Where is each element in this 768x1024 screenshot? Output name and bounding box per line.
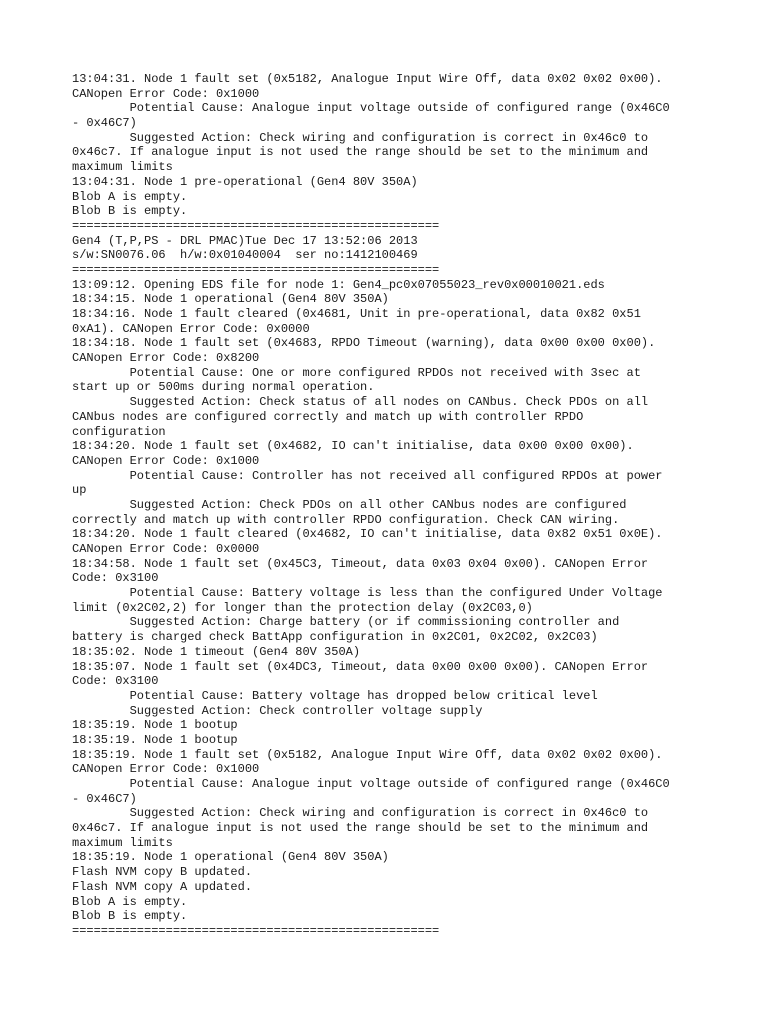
- log-line: Gen4 (T,P,PS - DRL PMAC)Tue Dec 17 13:52:06 2013: [72, 233, 418, 248]
- log-line: Suggested Action: Check controller voltage supply: [72, 703, 483, 718]
- log-line: 18:34:20. Node 1 fault cleared (0x4682, IO can't initialise, data 0x82 0x51 0x0E).: [72, 527, 663, 542]
- log-line: 0x46c7. If analogue input is not used the range should be set to the minimum and: [72, 821, 649, 836]
- log-line: ===================================================: [72, 923, 440, 938]
- log-line: 13:09:12. Opening EDS file for node 1: Gen4_pc0x07055023_rev0x00010021.eds: [72, 277, 605, 292]
- log-line: Potential Cause: One or more configured RPDOs not received with 3sec at: [72, 365, 641, 380]
- log-line: CANopen Error Code: 0x0000: [72, 542, 260, 556]
- log-line: 18:35:07. Node 1 fault set (0x4DC3, Timeout, data 0x00 0x00 0x00). CANopen Error: [72, 659, 649, 674]
- log-line: 18:35:02. Node 1 timeout (Gen4 80V 350A): [72, 644, 361, 659]
- log-line: 18:35:19. Node 1 fault set (0x5182, Analogue Input Wire Off, data 0x02 0x02 0x00).: [72, 747, 663, 762]
- log-line: Blob A is empty.: [72, 894, 188, 909]
- log-line: maximum limits: [72, 160, 173, 175]
- log-line: Suggested Action: Check PDOs on all other CANbus nodes are configured: [72, 497, 627, 512]
- log-line: 13:04:31. Node 1 fault set (0x5182, Analogue Input Wire Off, data 0x02 0x02 0x00).: [72, 72, 663, 86]
- log-line: CANopen Error Code: 0x1000: [72, 86, 260, 101]
- log-line: CANbus nodes are configured correctly and match up with controller RPDO: [72, 409, 584, 424]
- log-line: start up or 500ms during normal operation.: [72, 380, 375, 395]
- log-line: 18:34:20. Node 1 fault set (0x4682, IO can't initialise, data 0x00 0x00 0x00).: [72, 439, 634, 454]
- log-line: Suggested Action: Check wiring and configuration is correct in 0x46c0 to: [72, 806, 649, 821]
- log-line: limit (0x2C02,2) for longer than the protection delay (0x2C03,0): [72, 600, 533, 615]
- log-line: 18:34:18. Node 1 fault set (0x4683, RPDO Timeout (warning), data 0x00 0x00 0x00).: [72, 336, 656, 351]
- log-line: CANopen Error Code: 0x1000: [72, 762, 260, 777]
- log-line: 0x46c7. If analogue input is not used the range should be set to the minimum and: [72, 145, 649, 160]
- log-line: Suggested Action: Charge battery (or if commissioning controller and: [72, 615, 620, 630]
- log-line: - 0x46C7): [72, 791, 137, 806]
- log-line: 18:35:19. Node 1 bootup: [72, 718, 238, 733]
- log-line: Blob B is empty.: [72, 909, 188, 924]
- log-line: 18:34:15. Node 1 operational (Gen4 80V 350A): [72, 292, 389, 307]
- log-line: Flash NVM copy A updated.: [72, 879, 253, 894]
- log-line: Suggested Action: Check wiring and configuration is correct in 0x46c0 to: [72, 130, 649, 145]
- log-line: Potential Cause: Analogue input voltage outside of configured range (0x46C0: [72, 777, 670, 791]
- log-line: maximum limits: [72, 835, 173, 850]
- log-line: 18:35:19. Node 1 operational (Gen4 80V 350A): [72, 850, 389, 865]
- log-line: Blob B is empty.: [72, 204, 188, 219]
- log-line: correctly and match up with controller RPDO configuration. Check CAN wiring.: [72, 512, 620, 527]
- log-line: CANopen Error Code: 0x8200: [72, 351, 260, 366]
- log-line: Blob A is empty.: [72, 189, 188, 204]
- log-text-block: [72, 72, 670, 939]
- log-line: ===================================================: [72, 218, 440, 233]
- log-line: 18:35:19. Node 1 bootup: [72, 732, 238, 747]
- log-line: Potential Cause: Battery voltage has dropped below critical level: [72, 688, 598, 703]
- log-line: Potential Cause: Battery voltage is less than the configured Under Voltage: [72, 586, 663, 601]
- log-line: configuration: [72, 424, 166, 439]
- log-line: Potential Cause: Controller has not received all configured RPDOs at power: [72, 468, 663, 483]
- log-line: CANopen Error Code: 0x1000: [72, 453, 260, 468]
- log-line: ===================================================: [72, 262, 440, 277]
- log-line: Flash NVM copy B updated.: [72, 865, 253, 880]
- log-line: 18:34:58. Node 1 fault set (0x45C3, Timeout, data 0x03 0x04 0x00). CANopen Error: [72, 556, 649, 571]
- log-line: up: [72, 483, 87, 498]
- log-line: Code: 0x3100: [72, 571, 159, 586]
- log-line: 18:34:16. Node 1 fault cleared (0x4681, Unit in pre-operational, data 0x82 0x51: [72, 307, 641, 321]
- log-line: Code: 0x3100: [72, 674, 159, 689]
- log-line: s/w:SN0076.06 h/w:0x01040004 ser no:1412100469: [72, 248, 418, 263]
- log-line: Suggested Action: Check status of all nodes on CANbus. Check PDOs on all: [72, 395, 649, 410]
- log-line: 13:04:31. Node 1 pre-operational (Gen4 80V 350A): [72, 174, 418, 189]
- log-line: battery is charged check BattApp configuration in 0x2C01, 0x2C02, 0x2C03): [72, 630, 598, 645]
- log-line: - 0x46C7): [72, 116, 137, 131]
- log-line: Potential Cause: Analogue input voltage outside of configured range (0x46C0: [72, 101, 670, 116]
- log-line: 0xA1). CANopen Error Code: 0x0000: [72, 321, 310, 336]
